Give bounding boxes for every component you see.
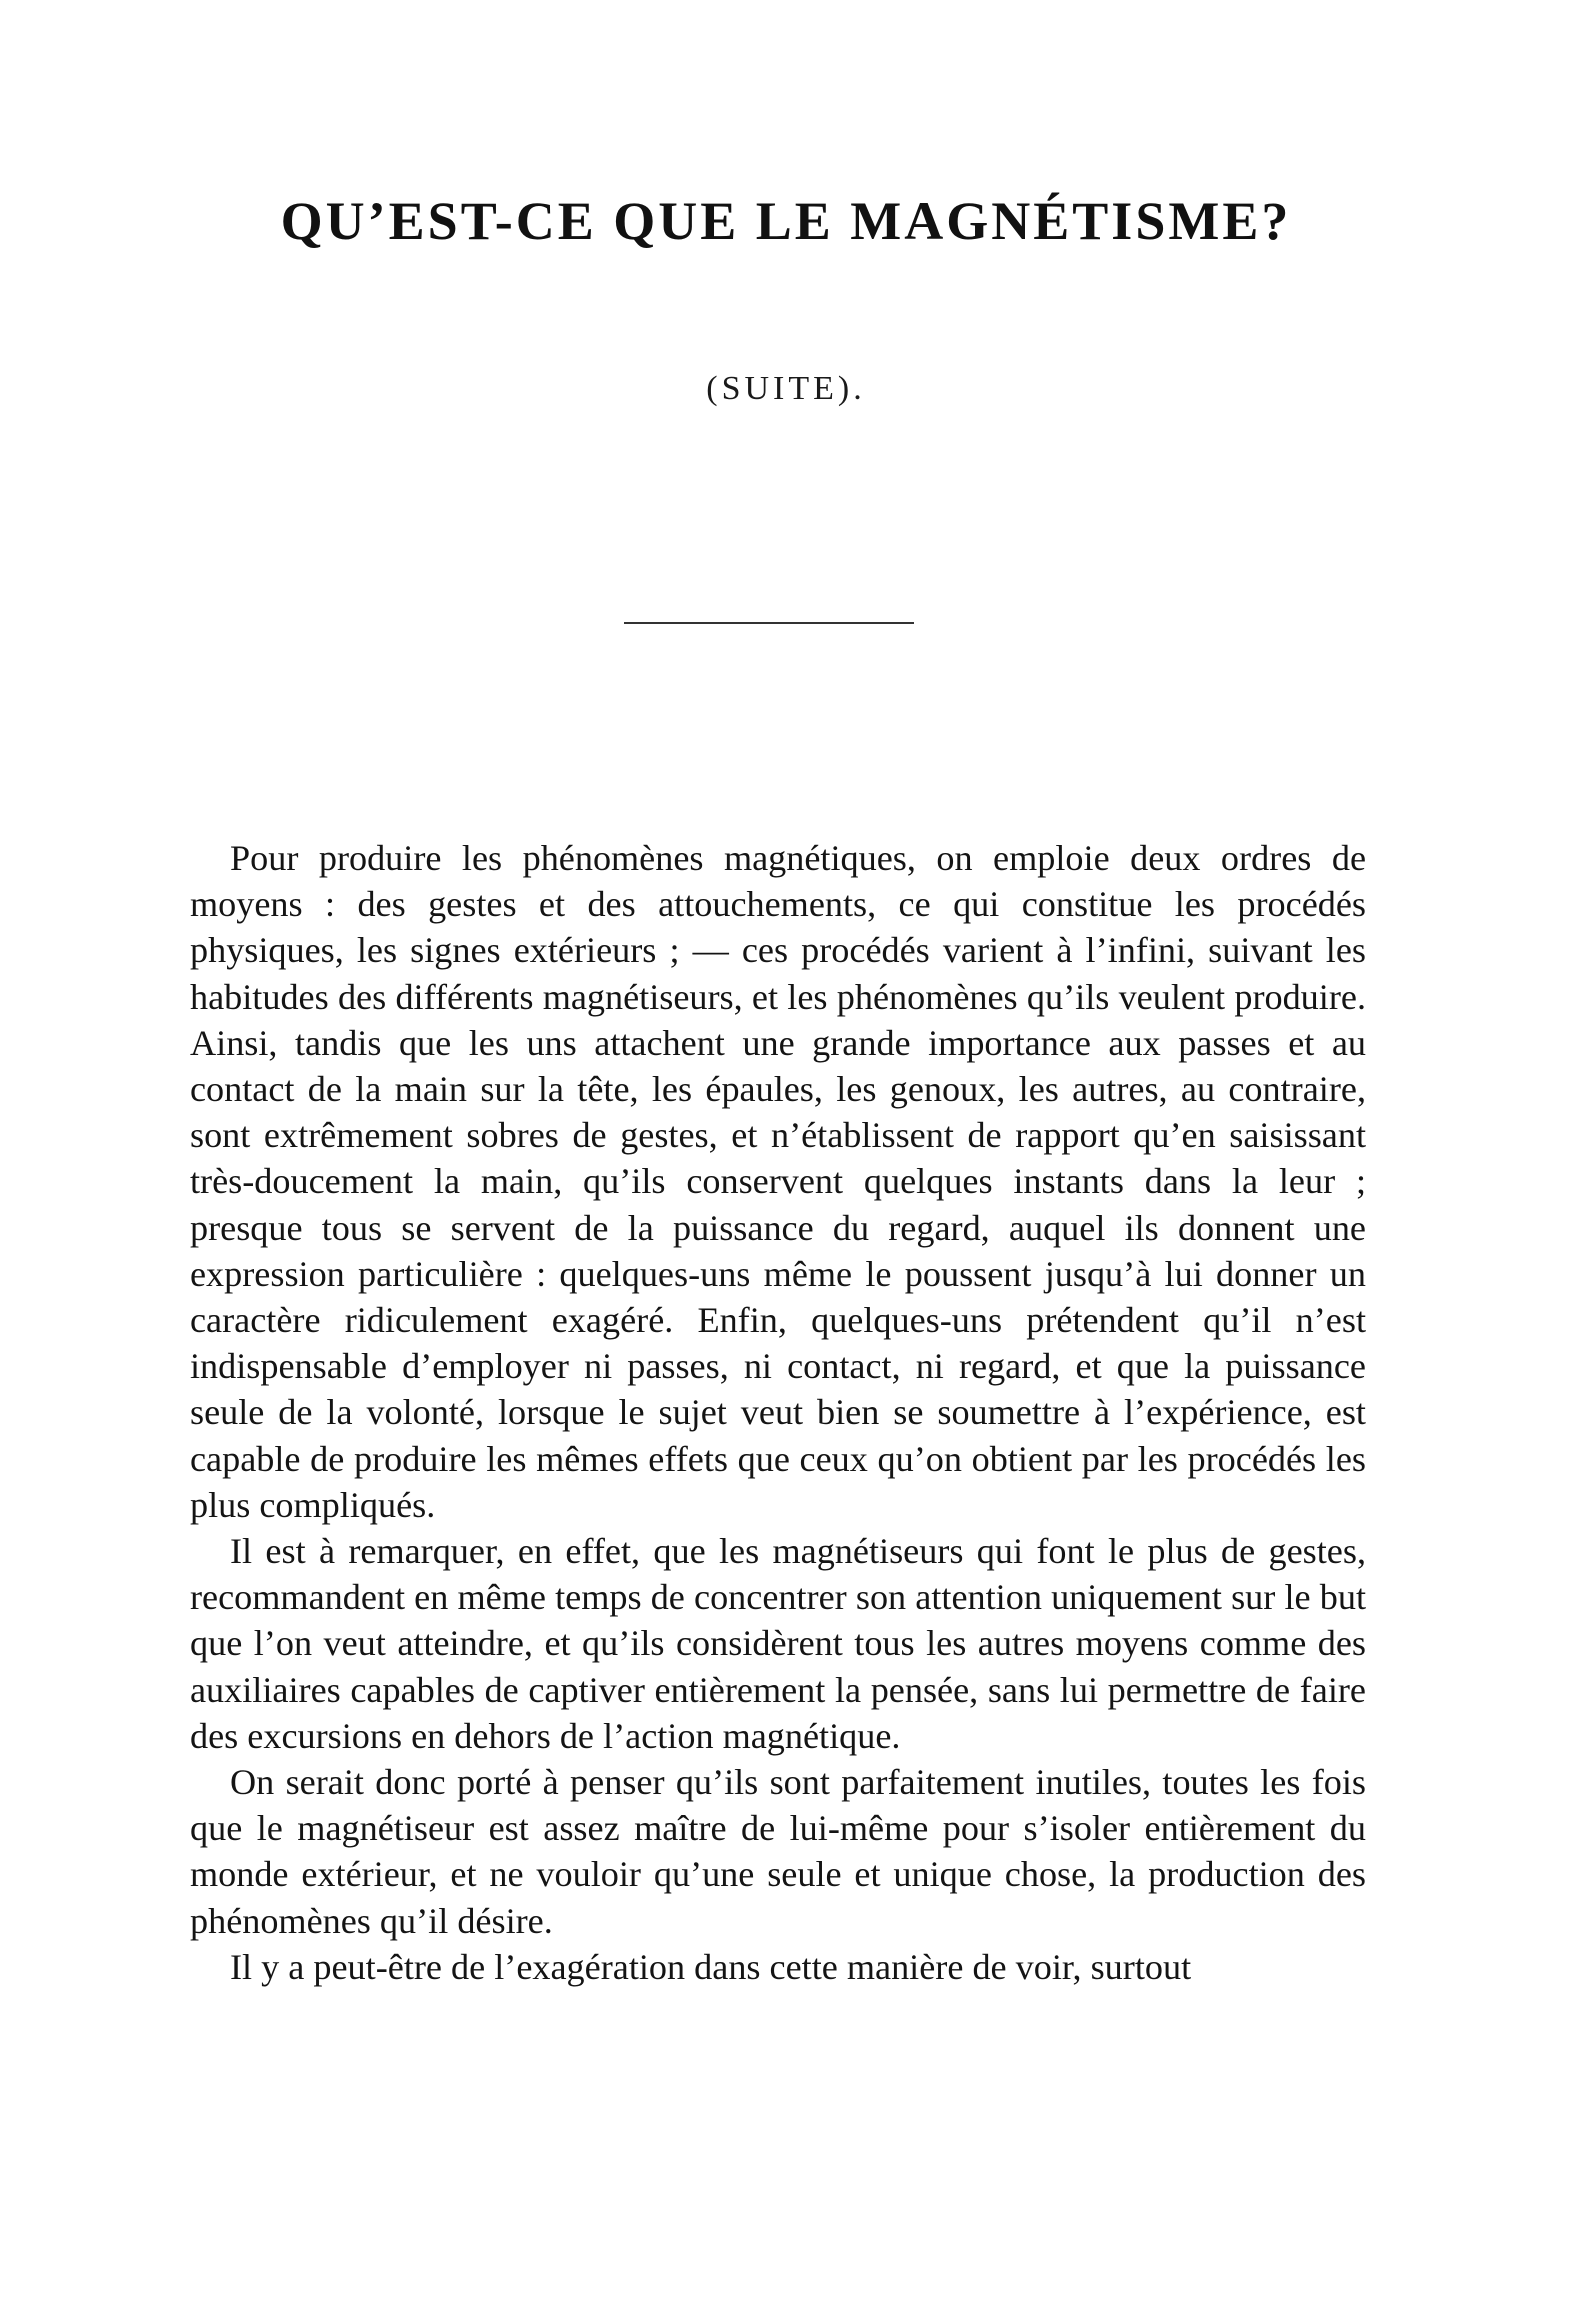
section-divider bbox=[624, 622, 914, 624]
paragraph: Il est à remarquer, en effet, que les magnétiseurs qui font le plus de gestes, recommandent en même temps de concentrer son attention uniquement sur le but que l’on veut atteindre, et qu’ils considèrent tous les autres moyens comme des auxiliaires capables de captiver entièrement la pensée, sans lui permettre de faire des excursions en dehors de l’action magnétique. bbox=[190, 1531, 1366, 1756]
paragraph: Pour produire les phénomènes magnétiques, on emploie deux ordres de moyens : des gestes et des attouchements, ce qui constitue les procédés physiques, les signes extérieurs ; — ces procédés varient à l’infini, suivant les habitudes des différents magnétiseurs, et les phénomènes qu’ils veulent produire. Ainsi, tandis que les uns attachent une grande importance aux passes et au contact de la main sur la tête, les épaules, les genoux, les autres, au contraire, sont extrêmement sobres de gestes, et n’établissent de rapport qu’en saisissant très-doucement la main, qu’ils conservent quelques instants dans la leur ; presque tous se servent de la puissance du regard, auquel ils donnent une expression particulière : quelques-uns même le poussent jusqu’à lui donner un caractère ridiculement exagéré. Enfin, quelques-uns prétendent qu’il n’est indispensable d’employer ni passes, ni contact, ni regard, et que la puissance seule de la volonté, lorsque le sujet veut bien se soumettre à l’expérience, est capable de produire les mêmes effets que ceux qu’on obtient par les procédés les plus compliqués. bbox=[190, 838, 1366, 1525]
page-title: QU’EST-CE QUE LE MAGNÉTISME? bbox=[280, 191, 1292, 251]
paragraph: Il y a peut-être de l’exagération dans cette manière de voir, surtout bbox=[230, 1946, 1192, 1987]
paragraph: On serait donc porté à penser qu’ils sont parfaitement inutiles, toutes les fois que le magnétiseur est assez maître de lui-même pour s’isoler entièrement du monde extérieur, et ne vouloir qu’une seule et unique chose, la production des phénomènes qu’il désire. bbox=[190, 1762, 1366, 1941]
body-text bbox=[190, 835, 1366, 1990]
page-subtitle: (SUITE). bbox=[706, 370, 866, 407]
